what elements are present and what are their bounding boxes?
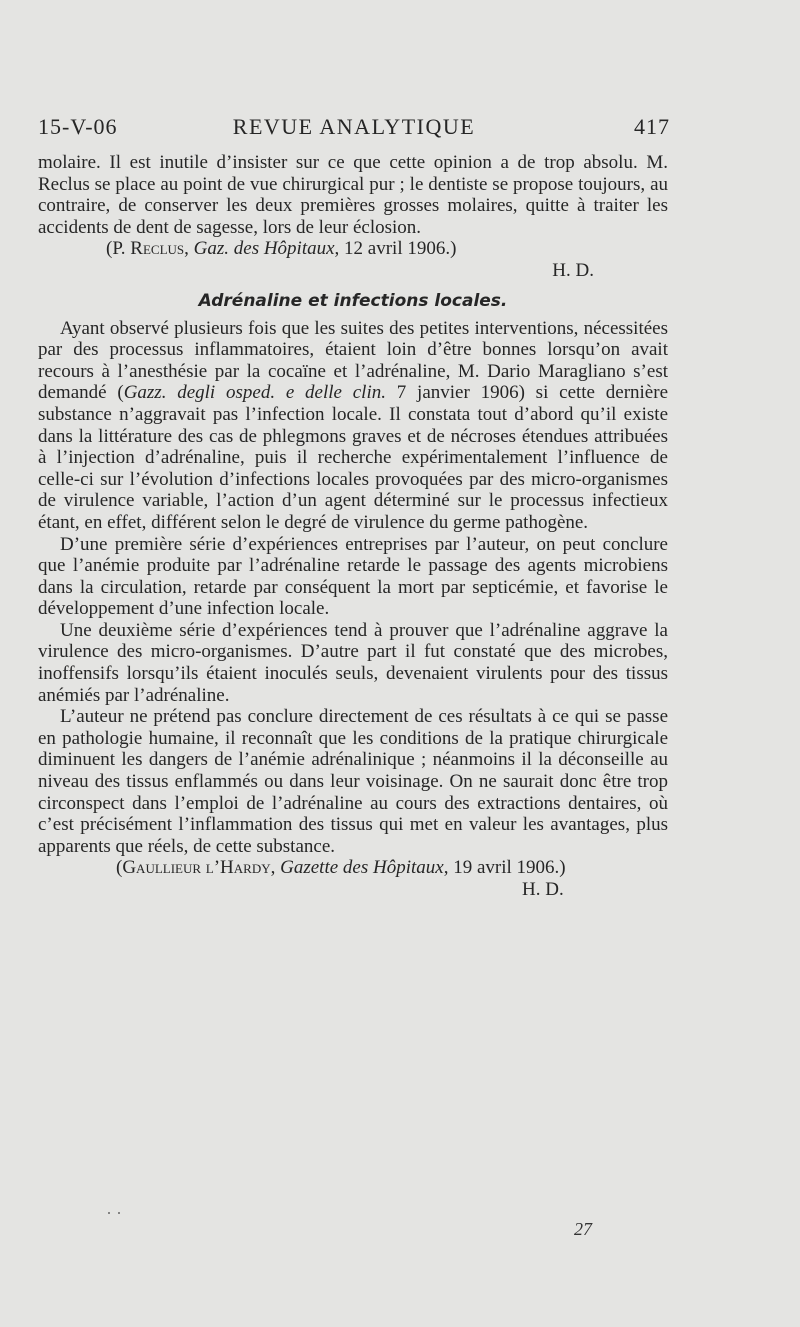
citation-open: (P. <box>106 238 131 260</box>
signature-1: H. D. <box>552 259 594 281</box>
signature-2: H. D. <box>522 879 564 900</box>
header-title: REVUE ANALYTIQUE <box>232 114 476 139</box>
paragraph-1-journal: Gazz. degli osped. e delle clin. <box>123 382 386 404</box>
citation-gaullieur <box>38 857 668 879</box>
citation-sep: , <box>184 238 194 260</box>
citation-author: Reclus <box>130 238 185 260</box>
paragraph-1-start: Ayant observé plusieurs fois que les suites des petites interventions, nécessitées par des processus inflammatoires, étaient loin d’être bonnes lorsqu’on avait recours à l’anesthésie par la cocaïne et l’adrénaline, M. Dario Maragliano s’est demandé ( <box>38 317 668 404</box>
citation-date: , 12 avril 1906.) <box>334 238 457 260</box>
citation-date: , 19 avril 1906.) <box>443 857 566 879</box>
citation-open: ( <box>116 857 123 879</box>
citation-reclus <box>38 238 668 260</box>
paragraph-4: L’auteur ne prétend pas conclure directement de ces résultats à ce qui se passe en pathologie humaine, il reconnaît que les conditions de la pratique chirurgicale diminuent les dangers de l’anémie adrénalinique ; néanmoins il la déconseille au niveau des tissus enflammés ou dans leur voisinage. On ne saurait donc être trop circonspect dans l’emploi de l’adrénaline au cours des extractions dentaires, où c’est précisément l’inflammation des tissus qui met en valeur les avantages, plus apparents que réels, de cette substance. <box>38 706 668 857</box>
citation-author: Gaullieur l’Hardy <box>122 857 271 879</box>
citation-sep: , <box>270 857 281 879</box>
header-date: 15-V-06 <box>38 114 118 139</box>
paragraph-3: Une deuxième série d’expériences tend à prouver que l’adrénaline aggrave la virulence des micro-organismes. D’autre part il fut constaté que des microbes, inoffensifs lorsqu’ils étaient inoculés seuls, devenaient virulents pour des tissus anémiés par l’adrénaline. <box>38 619 668 706</box>
citation-journal: Gaz. des Hôpitaux <box>193 238 335 260</box>
paper-speck <box>118 1212 120 1214</box>
section-title: Adrénaline et infections locales. <box>198 290 508 311</box>
page-number: 417 <box>634 114 670 139</box>
paragraph-1-end: 7 janvier 1906) si cette dernière substance n’aggravait pas l’infection locale. Il constata tout d’abord qu’il existe dans la littérature des cas de phlegmons graves et de nécroses étendues attribuées à l’injection d’adrénaline, puis il recherche expérimentalement l’influence de celle-ci sur l’évolution d’infections locales provoquées par des micro-organismes de virulence variable, l’action d’un agent déterminé sur le processus infectieux étant, en effet, différent selon le degré de virulence du germe pathogène. <box>38 382 668 533</box>
main-text <box>38 152 668 901</box>
paragraph-continuation: molaire. Il est inutile d’insister sur ce que cette opinion a de trop absolu. M. Reclus se place au point de vue chirurgical pur ; le dentiste se propose toujours, au contraire, de conserver les deux premières grosses molaires, quitte à traiter les accidents de dent de sagesse, lors de leur éclosion. <box>38 152 668 238</box>
citation-journal: Gazette des Hôpitaux <box>280 857 444 879</box>
footer-mark: 27 <box>574 1219 592 1239</box>
paragraph-1 <box>38 318 668 534</box>
running-header <box>38 114 670 144</box>
paragraph-2: D’une première série d’expériences entreprises par l’auteur, on peut conclure que l’anémie produite par l’adrénaline retarde le passage des agents microbiens dans la circulation, retarde par conséquent la mort par septicémie, et favorise le développement d’une infection locale. <box>38 533 668 620</box>
paper-speck <box>108 1212 110 1214</box>
